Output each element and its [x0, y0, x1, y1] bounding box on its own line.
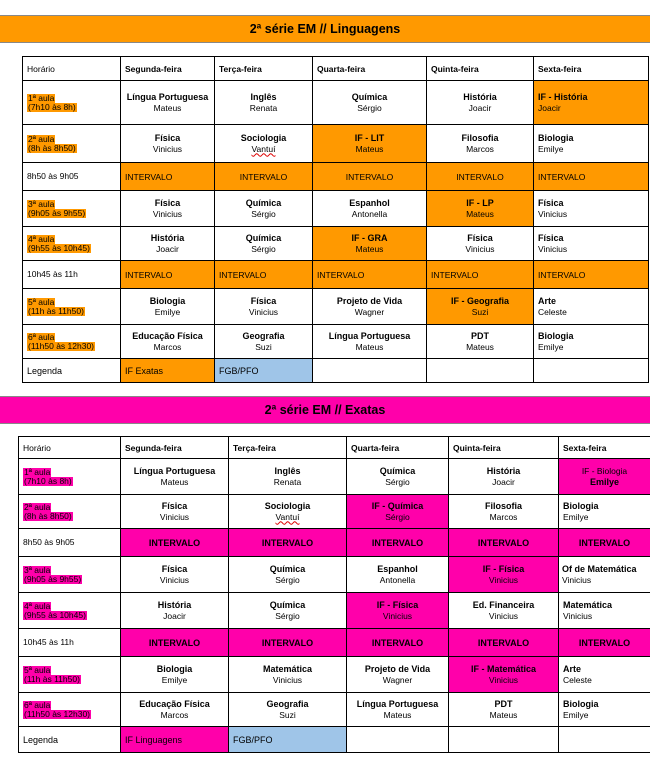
subject: Física: [154, 197, 181, 208]
subject: IF - História: [538, 91, 588, 102]
teacher: Emilye: [589, 476, 620, 487]
class-cell: [534, 325, 649, 359]
class-cell: [449, 557, 559, 593]
class-cell: [449, 657, 559, 693]
subject: IF - LIT: [354, 132, 385, 143]
teacher: Sérgio: [357, 102, 382, 113]
class-cell: [121, 593, 229, 629]
time-range: (7h10 às 8h): [28, 101, 76, 112]
time-label: 3ª aula: [28, 198, 55, 209]
schedule-title-linguagens: 2ª série EM // Linguagens: [0, 15, 650, 43]
teacher: Antonella: [351, 208, 388, 219]
teacher: Vinicius: [152, 143, 183, 154]
teacher: Emilye: [538, 341, 564, 352]
teacher: Mateus: [153, 102, 182, 113]
table-row: [19, 693, 650, 727]
time-range: (9h55 às 10h45): [24, 609, 86, 620]
interval-cell: INTERVALO: [427, 163, 534, 191]
interval-row: [19, 629, 650, 657]
time-range: (9h05 às 9h55): [28, 207, 86, 218]
teacher: Joacir: [538, 102, 561, 113]
time-cell: [23, 227, 121, 261]
subject: Química: [245, 232, 282, 243]
subject: Inglês: [274, 465, 301, 476]
teacher: Sérgio: [275, 610, 300, 621]
time-label: 6ª aula: [24, 699, 51, 710]
table-row: [19, 495, 650, 529]
class-cell: [215, 227, 313, 261]
interval-cell: INTERVALO: [313, 163, 427, 191]
interval-row: [23, 261, 649, 289]
legend-empty: [313, 359, 427, 383]
class-cell: [215, 191, 313, 227]
legend-empty: [534, 359, 649, 383]
teacher: Vinicius: [488, 574, 519, 585]
class-cell: [121, 459, 229, 495]
legend-empty: [427, 359, 534, 383]
time-cell: 10h45 às 11h: [23, 261, 121, 289]
header-row: [23, 57, 649, 81]
class-cell: [427, 325, 534, 359]
time-cell: 8h50 às 9h05: [19, 529, 121, 557]
subject: PDT: [494, 698, 513, 709]
class-cell: [121, 191, 215, 227]
time-range: (9h55 às 10h45): [28, 242, 90, 253]
teacher: Mateus: [489, 709, 518, 720]
time-range: (11h50 às 12h30): [24, 708, 91, 719]
subject: Projeto de Vida: [364, 663, 431, 674]
legend-empty: [347, 727, 449, 753]
time-label: 1ª aula: [28, 92, 55, 103]
teacher: Suzi: [279, 709, 296, 720]
subject: Inglês: [250, 91, 277, 102]
class-cell: [215, 125, 313, 163]
subject: Matemática: [262, 663, 313, 674]
teacher: Mateus: [355, 243, 384, 254]
teacher: Vinicius: [159, 511, 190, 522]
time-range: (8h às 8h50): [24, 510, 72, 521]
header-day: Quinta-feira: [427, 57, 534, 81]
time-label: 5ª aula: [24, 664, 51, 675]
class-cell: [347, 593, 449, 629]
time-cell: 10h45 às 11h: [19, 629, 121, 657]
class-cell: [559, 459, 650, 495]
teacher: Emilye: [161, 674, 188, 685]
header-time: Horário: [19, 437, 121, 459]
time-cell: [23, 191, 121, 227]
interval-cell: INTERVALO: [121, 163, 215, 191]
teacher: Joacir: [492, 476, 515, 487]
teacher: Vinicius: [159, 574, 190, 585]
time-label: 4ª aula: [24, 600, 51, 611]
subject: Física: [154, 132, 181, 143]
time-label: 2ª aula: [28, 133, 55, 144]
teacher: Sérgio: [251, 243, 276, 254]
teacher: Mateus: [160, 476, 189, 487]
interval-cell: INTERVALO: [229, 629, 347, 657]
schedule-table-exatas: [18, 436, 650, 753]
interval-cell: INTERVALO: [215, 163, 313, 191]
header-day: Quinta-feira: [449, 437, 559, 459]
subject: Biologia: [538, 132, 574, 143]
subject: IF - Matemática: [470, 663, 537, 674]
subject: Of de Matemática: [562, 563, 637, 574]
subject: Física: [538, 197, 564, 208]
teacher: Suzi: [255, 341, 272, 352]
class-cell: [121, 495, 229, 529]
header-day: Terça-feira: [215, 57, 313, 81]
subject: Sociologia: [264, 500, 311, 511]
subject: História: [150, 232, 185, 243]
legend-empty: [449, 727, 559, 753]
subject: Biologia: [149, 295, 186, 306]
subject: Ed. Financeira: [472, 599, 535, 610]
time-label: 4ª aula: [28, 233, 55, 244]
class-cell: [534, 227, 649, 261]
class-cell: [229, 593, 347, 629]
subject: IF - Física: [376, 599, 419, 610]
subject: IF - LP: [466, 197, 494, 208]
subject: Língua Portuguesa: [328, 330, 411, 341]
teacher: Wagner: [382, 674, 413, 685]
table-row: [23, 125, 649, 163]
class-cell: [229, 557, 347, 593]
subject: Língua Portuguesa: [133, 465, 216, 476]
teacher: Emilye: [563, 709, 589, 720]
class-cell: [313, 227, 427, 261]
subject: IF - GRA: [351, 232, 388, 243]
subject: Química: [269, 563, 306, 574]
teacher: Vinicius: [465, 243, 495, 254]
teacher: Vinicius: [248, 306, 279, 317]
subject: Espanhol: [349, 197, 390, 208]
subject: Química: [351, 91, 388, 102]
subject: IF - Química: [371, 500, 424, 511]
teacher: Joacir: [156, 243, 179, 254]
teacher: Sérgio: [385, 476, 410, 487]
interval-row: [23, 163, 649, 191]
subject: IF - Geografia: [450, 295, 509, 306]
subject: Língua Portuguesa: [356, 698, 439, 709]
class-cell: [534, 191, 649, 227]
class-cell: [121, 289, 215, 325]
class-cell: [427, 227, 534, 261]
subject: Física: [538, 232, 564, 243]
time-range: (11h50 às 12h30): [28, 340, 95, 351]
subject: Biologia: [538, 330, 574, 341]
subject: Língua Portuguesa: [126, 91, 209, 102]
class-cell: [559, 657, 650, 693]
teacher: Mateus: [355, 341, 384, 352]
interval-cell: INTERVALO: [449, 629, 559, 657]
time-cell: [19, 693, 121, 727]
class-cell: [121, 693, 229, 727]
time-cell: [23, 289, 121, 325]
teacher: Joacir: [163, 610, 186, 621]
header-day: Sexta-feira: [534, 57, 649, 81]
header-day: Segunda-feira: [121, 57, 215, 81]
class-cell: [215, 81, 313, 125]
table-row: [19, 459, 650, 495]
table-row: [19, 557, 650, 593]
table-row: [19, 657, 650, 693]
legend-if-linguagens: IF Linguagens: [121, 727, 229, 753]
time-range: (7h10 às 8h): [24, 475, 72, 486]
teacher: Vinicius: [488, 674, 519, 685]
schedule-title-exatas: 2ª série EM // Exatas: [0, 396, 650, 424]
class-cell: [313, 191, 427, 227]
time-label: 5ª aula: [28, 296, 55, 307]
teacher: Vinicius: [563, 610, 593, 621]
class-cell: [121, 227, 215, 261]
teacher: Renata: [249, 102, 278, 113]
subject: Biologia: [156, 663, 193, 674]
interval-cell: INTERVALO: [534, 261, 649, 289]
time-range: (9h05 às 9h55): [24, 573, 82, 584]
teacher: Sérgio: [251, 208, 276, 219]
header-day: Quarta-feira: [347, 437, 449, 459]
table-row: [23, 289, 649, 325]
interval-cell: INTERVALO: [427, 261, 534, 289]
subject: Física: [161, 563, 188, 574]
header-day: Quarta-feira: [313, 57, 427, 81]
class-cell: [347, 495, 449, 529]
legend-label: Legenda: [23, 359, 121, 383]
class-cell: [347, 557, 449, 593]
table-row: [19, 593, 650, 629]
class-cell: [559, 495, 650, 529]
legend-fgb-pfo: FGB/PFO: [215, 359, 313, 383]
table-row: [23, 325, 649, 359]
teacher: Vantuí: [275, 511, 300, 522]
class-cell: [449, 495, 559, 529]
teacher: Vinicius: [538, 208, 568, 219]
time-cell: [23, 125, 121, 163]
teacher: Emilye: [538, 143, 564, 154]
interval-cell: INTERVALO: [215, 261, 313, 289]
subject: IF - Física: [482, 563, 525, 574]
time-cell: [23, 325, 121, 359]
teacher: Emilye: [563, 511, 589, 522]
subject: PDT: [471, 330, 489, 341]
header-day: Segunda-feira: [121, 437, 229, 459]
interval-cell: INTERVALO: [534, 163, 649, 191]
time-cell: 8h50 às 9h05: [23, 163, 121, 191]
interval-cell: INTERVALO: [121, 629, 229, 657]
subject: História: [486, 465, 521, 476]
class-cell: [121, 125, 215, 163]
subject: Filosofia: [461, 132, 499, 143]
class-cell: [347, 657, 449, 693]
subject: Espanhol: [377, 563, 418, 574]
teacher: Vinicius: [382, 610, 413, 621]
subject: Biologia: [563, 698, 599, 709]
interval-cell: INTERVALO: [121, 261, 215, 289]
time-range: (11h às 11h50): [24, 673, 80, 684]
subject: Matemática: [563, 599, 613, 610]
teacher: Marcos: [153, 341, 182, 352]
subject: Física: [467, 232, 493, 243]
subject: Educação Física: [139, 698, 210, 709]
subject: Arte: [538, 295, 557, 306]
teacher: Vantuí: [251, 143, 276, 154]
interval-cell: INTERVALO: [347, 629, 449, 657]
class-cell: [121, 81, 215, 125]
teacher: Wagner: [354, 306, 385, 317]
time-cell: [19, 593, 121, 629]
teacher: Vinicius: [488, 610, 519, 621]
class-cell: [229, 495, 347, 529]
class-cell: [427, 81, 534, 125]
legend-row: [23, 359, 649, 383]
subject: História: [463, 91, 497, 102]
class-cell: [313, 81, 427, 125]
legend-label: Legenda: [19, 727, 121, 753]
teacher: Mateus: [466, 208, 494, 219]
subject: IF - Biologia: [581, 465, 628, 476]
class-cell: [449, 593, 559, 629]
time-cell: [23, 81, 121, 125]
class-cell: [215, 325, 313, 359]
time-label: 2ª aula: [24, 501, 51, 512]
header-day: Terça-feira: [229, 437, 347, 459]
table-row: [23, 227, 649, 261]
interval-cell: INTERVALO: [449, 529, 559, 557]
teacher: Renata: [273, 476, 302, 487]
interval-cell: INTERVALO: [559, 629, 650, 657]
class-cell: [229, 657, 347, 693]
time-range: (11h às 11h50): [28, 305, 84, 316]
subject: Geografia: [242, 330, 285, 341]
legend-empty: [559, 727, 650, 753]
table-row: [23, 191, 649, 227]
teacher: Marcos: [489, 511, 518, 522]
subject: Arte: [563, 663, 582, 674]
class-cell: [534, 125, 649, 163]
subject: Física: [161, 500, 188, 511]
subject: Projeto de Vida: [336, 295, 403, 306]
interval-cell: INTERVALO: [229, 529, 347, 557]
time-cell: [19, 557, 121, 593]
teacher: Sérgio: [385, 511, 410, 522]
legend-fgb-pfo: FGB/PFO: [229, 727, 347, 753]
class-cell: [313, 325, 427, 359]
subject: Química: [245, 197, 282, 208]
teacher: Vinicius: [562, 574, 592, 585]
class-cell: [559, 693, 650, 727]
teacher: Mateus: [466, 341, 494, 352]
interval-cell: INTERVALO: [347, 529, 449, 557]
class-cell: [559, 557, 650, 593]
subject: Biologia: [563, 500, 599, 511]
subject: Geografia: [266, 698, 309, 709]
legend-if-exatas: IF Exatas: [121, 359, 215, 383]
class-cell: [534, 289, 649, 325]
class-cell: [215, 289, 313, 325]
interval-cell: INTERVALO: [121, 529, 229, 557]
teacher: Celeste: [538, 306, 567, 317]
time-cell: [19, 495, 121, 529]
teacher: Vinicius: [152, 208, 183, 219]
class-cell: [347, 693, 449, 727]
teacher: Sérgio: [275, 574, 300, 585]
header-day: Sexta-feira: [559, 437, 650, 459]
class-cell: [313, 125, 427, 163]
teacher: Vinicius: [538, 243, 568, 254]
subject: Química: [379, 465, 416, 476]
teacher: Joacir: [468, 102, 492, 113]
time-range: (8h às 8h50): [28, 142, 76, 153]
subject: Educação Física: [132, 330, 203, 341]
interval-row: [19, 529, 650, 557]
teacher: Celeste: [563, 674, 592, 685]
header-row: [19, 437, 650, 459]
class-cell: [559, 593, 650, 629]
schedule-table-linguagens: [22, 56, 649, 383]
teacher: Mateus: [383, 709, 412, 720]
subject: Sociologia: [240, 132, 287, 143]
subject: Química: [269, 599, 306, 610]
header-time: Horário: [23, 57, 121, 81]
teacher: Mateus: [355, 143, 384, 154]
teacher: Suzi: [471, 306, 489, 317]
time-label: 3ª aula: [24, 564, 51, 575]
interval-cell: INTERVALO: [313, 261, 427, 289]
class-cell: [121, 657, 229, 693]
class-cell: [427, 289, 534, 325]
class-cell: [449, 459, 559, 495]
time-cell: [19, 657, 121, 693]
class-cell: [534, 81, 649, 125]
interval-cell: INTERVALO: [559, 529, 650, 557]
teacher: Antonella: [379, 574, 416, 585]
class-cell: [121, 325, 215, 359]
class-cell: [229, 693, 347, 727]
class-cell: [229, 459, 347, 495]
time-cell: [19, 459, 121, 495]
class-cell: [313, 289, 427, 325]
legend-row: [19, 727, 650, 753]
teacher: Emilye: [154, 306, 181, 317]
time-label: 6ª aula: [28, 331, 55, 342]
class-cell: [347, 459, 449, 495]
class-cell: [449, 693, 559, 727]
table-row: [23, 81, 649, 125]
teacher: Vinicius: [272, 674, 303, 685]
time-label: 1ª aula: [24, 466, 51, 477]
teacher: Marcos: [160, 709, 189, 720]
teacher: Marcos: [466, 143, 494, 154]
subject: História: [157, 599, 192, 610]
class-cell: [121, 557, 229, 593]
subject: Física: [250, 295, 277, 306]
class-cell: [427, 125, 534, 163]
class-cell: [427, 191, 534, 227]
subject: Filosofia: [484, 500, 522, 511]
